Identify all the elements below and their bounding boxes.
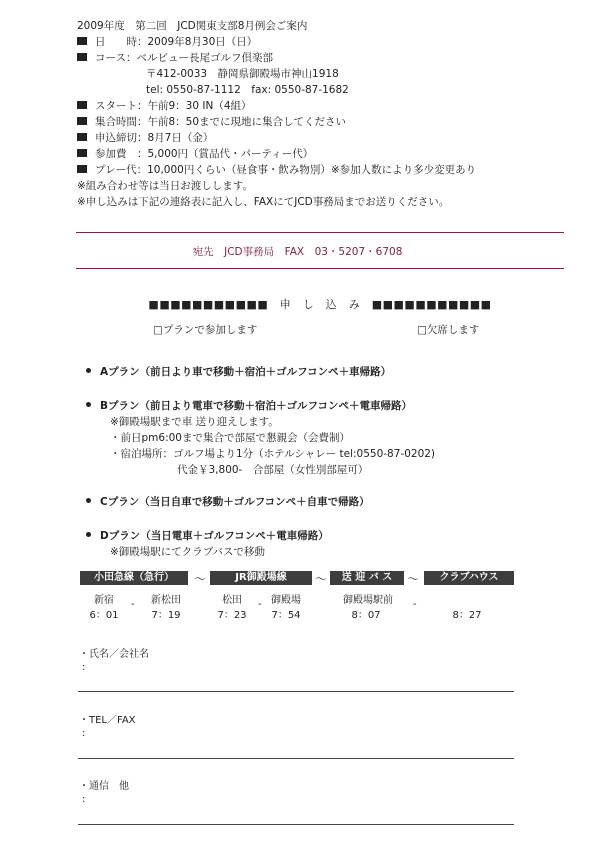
plan-d: Dプラン（当日電車＋ゴルフコンペ＋電車帰路） <box>86 528 329 543</box>
bullet-square-icon <box>77 165 87 173</box>
bullet-dot-icon <box>86 498 91 503</box>
route-jr: JR御殿場線 <box>210 571 312 585</box>
time-label: 8：27 <box>452 610 482 621</box>
document-title: 2009年度 第二回 JCD関東支部8月例会ご案内 <box>77 20 308 32</box>
meet-row: 集合時間：午前8：50までに現地に集合してください <box>77 115 346 131</box>
bullet-dot-icon <box>86 402 91 407</box>
route-tilde: 〜 <box>315 572 328 586</box>
bullet-square-icon <box>77 37 87 45</box>
route-clubhouse: クラブハウス <box>424 571 514 585</box>
course-row: コース：ベルビュー長尾ゴルフ倶楽部 <box>77 51 273 67</box>
application-heading: ■■■■■■■■■■■ 申 し 込 み ■■■■■■■■■■■ <box>148 298 492 311</box>
bullet-square-icon <box>77 117 87 125</box>
fax-contact: 宛先 JCD事務局 FAX 03・5207・6708 <box>192 246 403 258</box>
field-label-name: ・氏名／会社名 <box>79 649 149 660</box>
divider-top <box>76 232 564 233</box>
tel-input-line[interactable] <box>78 758 514 759</box>
route-dash: - <box>258 599 262 610</box>
course-phone: tel: 0550-87-1112 fax: 0550-87-1682 <box>146 84 349 96</box>
time-label: 7：23 <box>217 610 247 621</box>
route-bus: 送 迎 バ ス <box>330 571 404 585</box>
route-tilde: 〜 <box>407 572 420 586</box>
field-colon: : <box>82 728 86 739</box>
station-label: 御殿場駅前 <box>343 595 393 606</box>
bullet-dot-icon <box>86 532 91 537</box>
play-fee-row: プレー代：10,000円くらい（昼食事・飲み物別）※参加人数により多少変更あり <box>77 163 476 179</box>
start-row: スタート：午前9：30 IN（4組） <box>77 99 252 115</box>
time-label: 7：54 <box>271 610 301 621</box>
station-label: 新宿 <box>94 595 114 606</box>
time-label: 8：07 <box>351 610 381 621</box>
comm-input-line[interactable] <box>78 824 514 825</box>
plan-b-note: ・前日pm6:00まで集合で部屋で懇親会（会費制） <box>110 432 350 444</box>
fee-row: 参加費 ：5,000円（賞品代・パーティー代） <box>77 147 313 163</box>
note-application: ※申し込みは下記の連絡表に記入し、FAXにてJCD事務局までお送りください。 <box>77 196 450 208</box>
plan-c: Cプラン（当日自車で移動＋ゴルフコンペ＋自車で帰路） <box>86 494 370 509</box>
bullet-square-icon <box>77 149 87 157</box>
attend-checkbox[interactable]: □プランで参加します <box>153 324 258 336</box>
plan-b-note: 代金￥3,800- 合部屋（女性別部屋可） <box>177 464 369 476</box>
station-label: 御殿場 <box>271 595 301 606</box>
station-label: 松田 <box>222 595 242 606</box>
route-odakyu: 小田急線（急行） <box>80 571 188 585</box>
absent-checkbox[interactable]: □欠席します <box>417 324 480 336</box>
field-label-tel: ・TEL／FAX <box>79 715 136 726</box>
field-colon: : <box>82 794 86 805</box>
divider-bottom <box>76 268 564 269</box>
name-input-line[interactable] <box>78 691 514 692</box>
deadline-row: 申込締切：8月7日（金） <box>77 131 213 147</box>
time-label: 6：01 <box>89 610 119 621</box>
note-grouping: ※組み合わせ等は当日お渡しします。 <box>77 180 253 192</box>
station-label: 新松田 <box>151 595 181 606</box>
plan-b-note: ※御殿場駅まで車 送り迎えします。 <box>110 416 279 428</box>
plan-d-note: ※御殿場駅にてクラブバスで移動 <box>110 546 265 558</box>
bullet-square-icon <box>77 101 87 109</box>
plan-a: Aプラン（前日より車で移動＋宿泊＋ゴルフコンペ＋車帰路） <box>86 364 391 379</box>
route-dash: - <box>413 599 417 610</box>
route-dash: - <box>131 599 135 610</box>
plan-b-note: ・宿泊場所：ゴルフ場より1分（ホテルシャレー tel:0550-87-0202) <box>110 448 436 460</box>
course-address: 〒412-0033 静岡県御殿場市神山1918 <box>146 68 339 80</box>
bullet-dot-icon <box>86 368 91 373</box>
route-tilde: 〜 <box>194 572 207 586</box>
date-row: 日 時：2009年8月30日（日） <box>77 35 257 51</box>
bullet-square-icon <box>77 53 87 61</box>
bullet-square-icon <box>77 133 87 141</box>
plan-b: Bプラン（前日より電車で移動＋宿泊＋ゴルフコンペ＋電車帰路） <box>86 398 412 413</box>
field-colon: : <box>82 662 86 673</box>
time-label: 7：19 <box>151 610 181 621</box>
field-label-comm: ・通信 他 <box>79 781 129 792</box>
